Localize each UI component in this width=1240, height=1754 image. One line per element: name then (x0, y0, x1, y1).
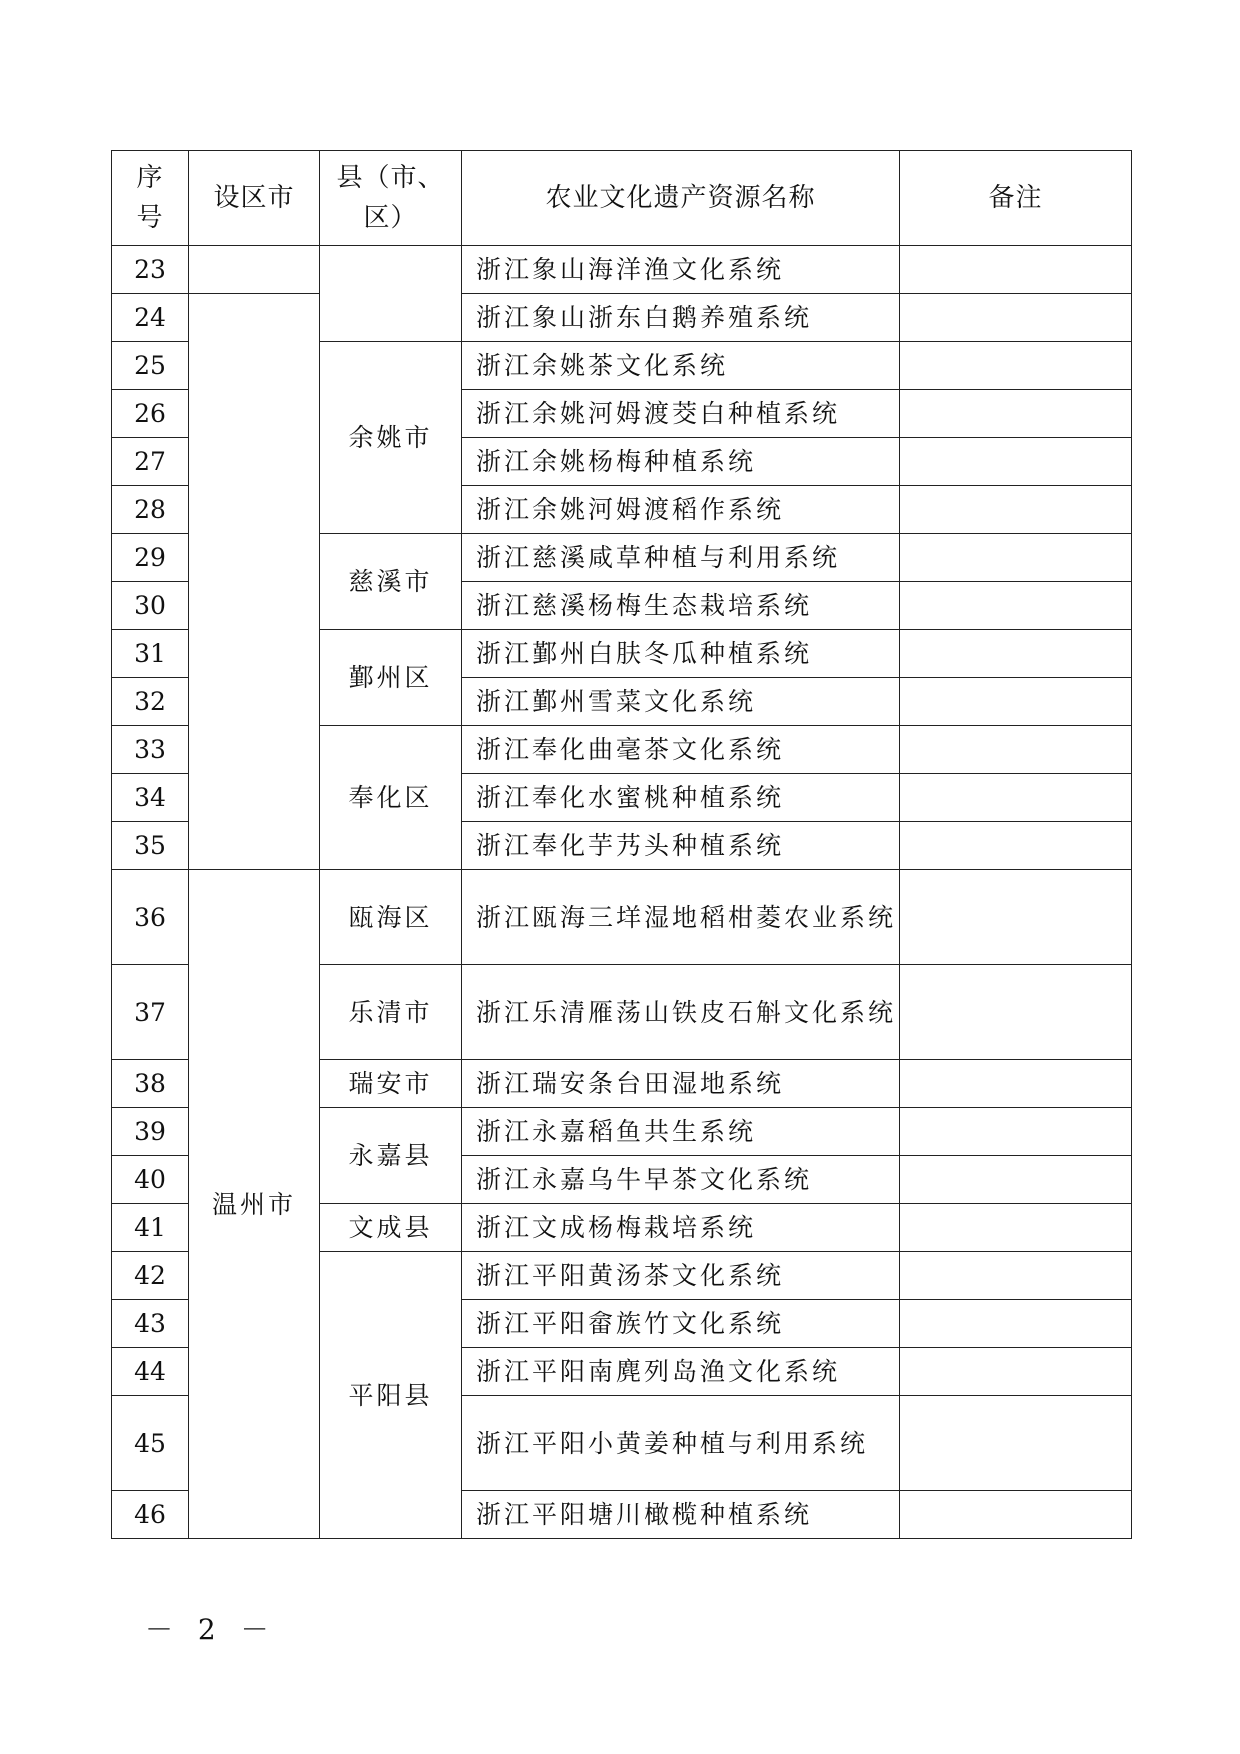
resource-name: 浙江奉化曲毫茶文化系统 (462, 726, 900, 774)
row-index: 29 (112, 534, 189, 582)
row-index: 41 (112, 1204, 189, 1252)
row-index: 24 (112, 294, 189, 342)
resource-name: 浙江余姚河姆渡茭白种植系统 (462, 390, 900, 438)
resource-name: 浙江平阳南麂列岛渔文化系统 (462, 1348, 900, 1396)
note-cell (900, 342, 1132, 390)
resource-name: 浙江奉化芋艿头种植系统 (462, 822, 900, 870)
note-cell (900, 774, 1132, 822)
header-county (320, 151, 462, 246)
header-county-line1: 县（市、 (336, 163, 445, 193)
resource-name: 浙江鄞州雪菜文化系统 (462, 678, 900, 726)
county-cell-empty (320, 246, 462, 342)
note-cell (900, 1252, 1132, 1300)
row-index: 27 (112, 438, 189, 486)
county-cell-ruian: 瑞安市 (320, 1060, 462, 1108)
row-index: 23 (112, 246, 189, 294)
row-index: 25 (112, 342, 189, 390)
resource-name: 浙江余姚杨梅种植系统 (462, 438, 900, 486)
note-cell (900, 246, 1132, 294)
note-cell (900, 1348, 1132, 1396)
county-cell-wencheng: 文成县 (320, 1204, 462, 1252)
resource-name: 浙江象山海洋渔文化系统 (462, 246, 900, 294)
note-cell (900, 1108, 1132, 1156)
note-cell (900, 1060, 1132, 1108)
note-cell (900, 870, 1132, 965)
row-index: 30 (112, 582, 189, 630)
note-cell (900, 1204, 1132, 1252)
county-cell-fenghua: 奉化区 (320, 726, 462, 870)
resource-name: 浙江慈溪杨梅生态栽培系统 (462, 582, 900, 630)
resource-name: 浙江文成杨梅栽培系统 (462, 1204, 900, 1252)
note-cell (900, 390, 1132, 438)
county-cell-yueqing: 乐清市 (320, 965, 462, 1060)
row-index: 31 (112, 630, 189, 678)
note-cell (900, 630, 1132, 678)
resource-name: 浙江奉化水蜜桃种植系统 (462, 774, 900, 822)
row-index: 46 (112, 1491, 189, 1539)
row-index: 35 (112, 822, 189, 870)
table-header-row (112, 151, 1132, 246)
row-index: 33 (112, 726, 189, 774)
row-index: 45 (112, 1396, 189, 1491)
table-row (112, 870, 1132, 965)
city-cell-empty (189, 246, 320, 294)
resource-name: 浙江平阳小黄姜种植与利用系统 (462, 1396, 900, 1491)
county-cell-pingyang: 平阳县 (320, 1252, 462, 1539)
resource-name: 浙江余姚河姆渡稻作系统 (462, 486, 900, 534)
table-row (112, 246, 1132, 294)
note-cell (900, 294, 1132, 342)
resource-name: 浙江乐清雁荡山铁皮石斛文化系统 (462, 965, 900, 1060)
row-index: 44 (112, 1348, 189, 1396)
county-cell-cixi: 慈溪市 (320, 534, 462, 630)
note-cell (900, 438, 1132, 486)
header-seq-line1: 序 (136, 163, 164, 193)
page-number: － 2 － (145, 1613, 277, 1646)
county-cell-yinzhou: 鄞州区 (320, 630, 462, 726)
header-city: 设区市 (189, 151, 320, 246)
note-cell (900, 726, 1132, 774)
row-index: 34 (112, 774, 189, 822)
row-index: 28 (112, 486, 189, 534)
note-cell (900, 1156, 1132, 1204)
row-index: 37 (112, 965, 189, 1060)
resource-name: 浙江余姚茶文化系统 (462, 342, 900, 390)
row-index: 36 (112, 870, 189, 965)
row-index: 39 (112, 1108, 189, 1156)
row-index: 43 (112, 1300, 189, 1348)
note-cell (900, 582, 1132, 630)
row-index: 42 (112, 1252, 189, 1300)
note-cell (900, 534, 1132, 582)
resource-name: 浙江永嘉稻鱼共生系统 (462, 1108, 900, 1156)
county-cell-yuyao: 余姚市 (320, 342, 462, 534)
heritage-table (111, 150, 1132, 1539)
resource-name: 浙江瑞安条台田湿地系统 (462, 1060, 900, 1108)
resource-name: 浙江慈溪咸草种植与利用系统 (462, 534, 900, 582)
resource-name: 浙江平阳塘川橄榄种植系统 (462, 1491, 900, 1539)
note-cell (900, 1300, 1132, 1348)
resource-name: 浙江鄞州白肤冬瓜种植系统 (462, 630, 900, 678)
header-note: 备注 (900, 151, 1132, 246)
header-county-line2: 区） (363, 203, 418, 233)
header-seq-line2: 号 (136, 203, 164, 233)
row-index: 32 (112, 678, 189, 726)
note-cell (900, 678, 1132, 726)
table-row (112, 294, 1132, 342)
resource-name: 浙江平阳黄汤茶文化系统 (462, 1252, 900, 1300)
city-cell-empty (189, 294, 320, 870)
row-index: 38 (112, 1060, 189, 1108)
resource-name: 浙江瓯海三垟湿地稻柑菱农业系统 (462, 870, 900, 965)
header-resource-name: 农业文化遗产资源名称 (462, 151, 900, 246)
city-cell-wenzhou: 温州市 (189, 870, 320, 1539)
note-cell (900, 965, 1132, 1060)
note-cell (900, 486, 1132, 534)
note-cell (900, 1491, 1132, 1539)
resource-name: 浙江象山浙东白鹅养殖系统 (462, 294, 900, 342)
note-cell (900, 822, 1132, 870)
row-index: 26 (112, 390, 189, 438)
county-cell-yongjia: 永嘉县 (320, 1108, 462, 1204)
row-index: 40 (112, 1156, 189, 1204)
header-seq (112, 151, 189, 246)
resource-name: 浙江平阳畲族竹文化系统 (462, 1300, 900, 1348)
note-cell (900, 1396, 1132, 1491)
county-cell-ouhai: 瓯海区 (320, 870, 462, 965)
resource-name: 浙江永嘉乌牛早茶文化系统 (462, 1156, 900, 1204)
